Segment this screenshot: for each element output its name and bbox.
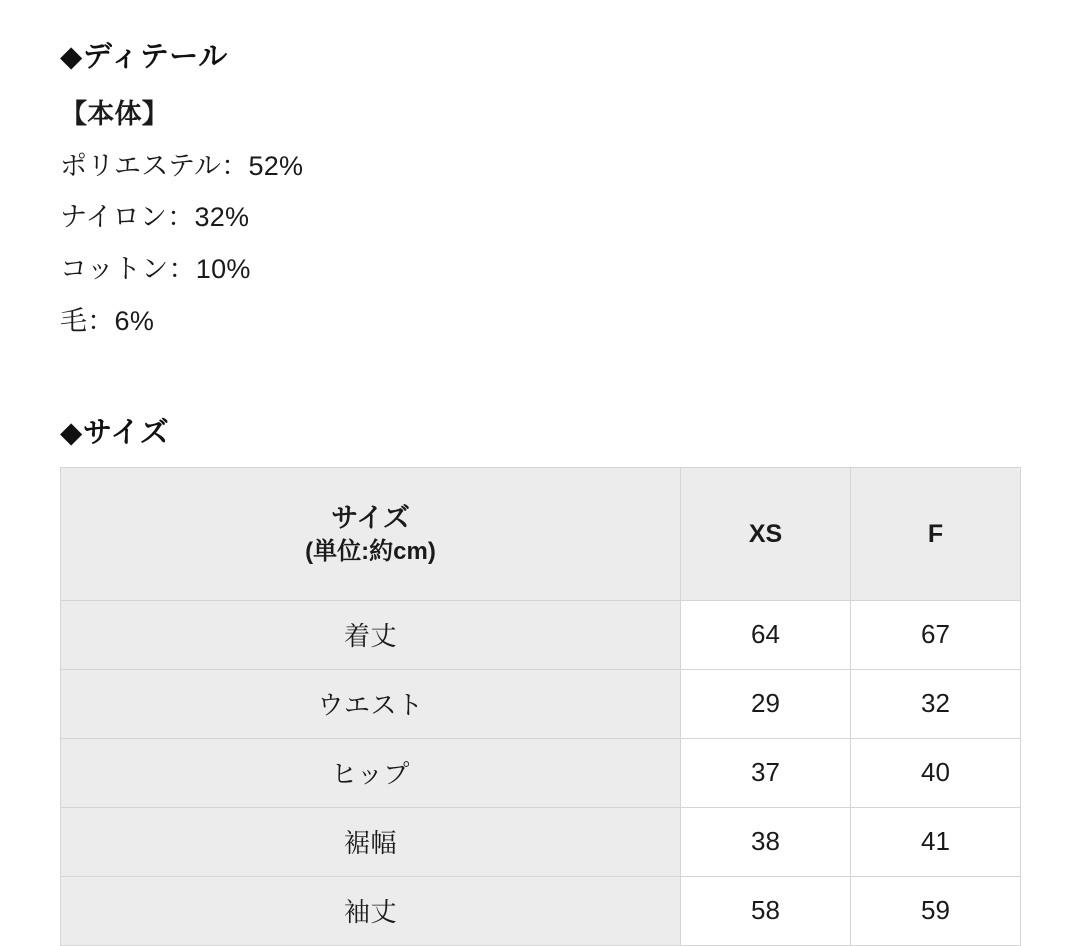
row-value-f: 40 xyxy=(851,738,1021,807)
row-label: 裾幅 xyxy=(61,807,681,876)
size-header-unit: (単位:約cm) xyxy=(305,537,436,565)
material-line: 【本体】 xyxy=(60,98,170,129)
table-row xyxy=(61,807,1021,876)
size-column-f: F xyxy=(851,467,1021,600)
section-spacer xyxy=(60,348,1020,410)
material-line: コットン：10% xyxy=(60,254,251,285)
material-line: 毛：6% xyxy=(60,306,155,337)
row-value-f: 59 xyxy=(851,876,1021,945)
row-value-xs: 64 xyxy=(681,600,851,669)
table-row xyxy=(61,669,1021,738)
material-detail-section xyxy=(60,40,1020,348)
row-value-f: 41 xyxy=(851,807,1021,876)
size-section xyxy=(60,410,1020,946)
row-value-f: 32 xyxy=(851,669,1021,738)
material-line: ポリエステル：52% xyxy=(60,150,304,181)
row-label: 袖丈 xyxy=(61,876,681,945)
table-header-row xyxy=(61,467,1021,600)
size-column-header xyxy=(61,467,681,600)
size-heading: ◆サイズ xyxy=(60,416,170,449)
table-row xyxy=(61,876,1021,945)
row-label: ヒップ xyxy=(61,738,681,807)
row-value-xs: 29 xyxy=(681,669,851,738)
size-column-xs: XS xyxy=(681,467,851,600)
table-row xyxy=(61,600,1021,669)
table-row xyxy=(61,738,1021,807)
size-header-main: サイズ xyxy=(331,502,410,533)
size-table xyxy=(60,467,1021,946)
material-list xyxy=(60,89,1020,348)
row-value-f: 67 xyxy=(851,600,1021,669)
material-line: ナイロン：32% xyxy=(60,202,250,233)
row-label: ウエスト xyxy=(61,669,681,738)
row-value-xs: 37 xyxy=(681,738,851,807)
detail-heading: ◆ディテール xyxy=(60,41,228,73)
row-label: 着丈 xyxy=(61,600,681,669)
row-value-xs: 38 xyxy=(681,807,851,876)
row-value-xs: 58 xyxy=(681,876,851,945)
